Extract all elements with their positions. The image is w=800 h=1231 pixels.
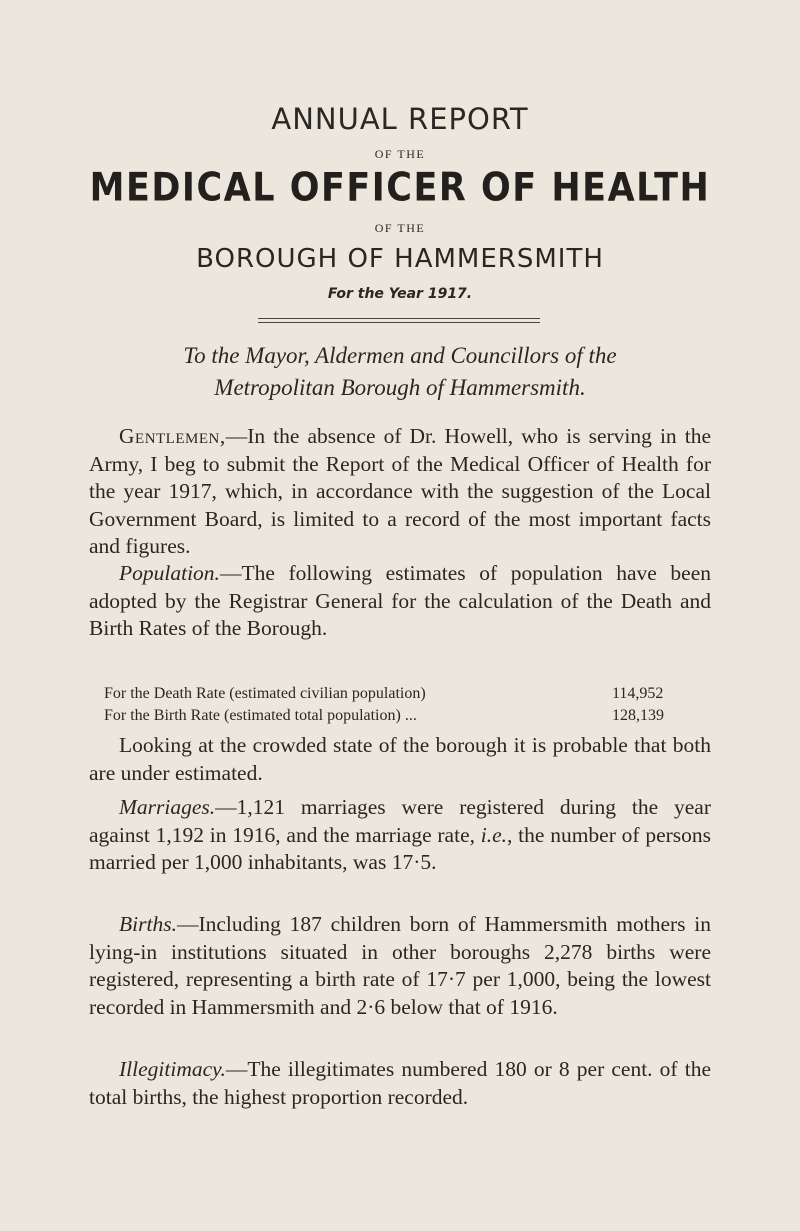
address-line-1: To the Mayor, Aldermen and Councillors of the: [183, 343, 617, 368]
intro-text: —In the absence of Dr. Howell, who is serving in the Army, I beg to submit the Report of the Medical Officer of Health for the year 1917, which, in accordance with the suggestion of the Local Government Board, is limited to a record of the most important facts and figures.: [89, 424, 711, 558]
population-note-paragraph: Looking at the crowded state of the borough it is probable that both are under estimated.: [89, 733, 711, 785]
illegitimacy-paragraph: [89, 1056, 711, 1111]
marriages-ie: i.e.: [480, 822, 508, 847]
report-title: ANNUAL REPORT: [271, 102, 529, 136]
marriages-text-1: —1,121 marriages were registered during the year against 1,192 in 1916, and the marriage rate,: [89, 795, 711, 847]
births-heading: Births.: [119, 912, 177, 936]
population-paragraph: [89, 560, 711, 643]
of-the-connector-1: OF THE: [374, 147, 426, 161]
population-text: —The following estimates of population have been adopted by the Registrar General for the calculation of the Death and Birth Rates of the Borough.: [89, 561, 711, 640]
marriages-text-2: , the number of persons married per 1,000 inhabitants, was 17·5.: [89, 822, 712, 874]
births-paragraph: [89, 911, 711, 1021]
intro-paragraph: [89, 423, 711, 561]
divider-rule-top: [258, 318, 540, 319]
illegitimacy-text: —The illegitimates numbered 180 or 8 per cent. of the total births, the highest proportion recorded.: [89, 1057, 711, 1109]
divider-rule-bottom: [258, 322, 540, 323]
of-the-connector-2: OF THE: [374, 221, 426, 235]
population-heading: Population.: [119, 561, 220, 585]
salutation: Gentlemen,: [119, 424, 226, 448]
marriages-paragraph: [89, 794, 711, 877]
births-text: —Including 187 children born of Hammersmith mothers in lying-in institutions situated in other boroughs 2,278 births were registered, representing a birth rate of 17·7 per 1,000, being the lowest recorded in Hammersmith and 2·6 below that of 1916.: [89, 912, 711, 1019]
estimate-value: 128,139: [612, 707, 664, 724]
marriages-heading: Marriages.: [119, 795, 216, 819]
borough-title: BOROUGH OF HAMMERSMITH: [196, 244, 604, 274]
address-block: [0, 340, 800, 404]
officer-title: MEDICAL OFFICER OF HEALTH: [89, 165, 711, 211]
estimate-label: For the Death Rate (estimated civilian population): [104, 685, 426, 702]
estimate-row: [104, 683, 714, 705]
estimate-row: [104, 705, 714, 727]
address-line-2: Metropolitan Borough of Hammersmith.: [214, 375, 586, 400]
estimate-label: For the Birth Rate (estimated total population) ...: [104, 707, 417, 724]
report-year: For the Year 1917.: [327, 286, 473, 302]
estimate-value: 114,952: [612, 685, 664, 702]
illegitimacy-heading: Illegitimacy.: [119, 1057, 226, 1081]
